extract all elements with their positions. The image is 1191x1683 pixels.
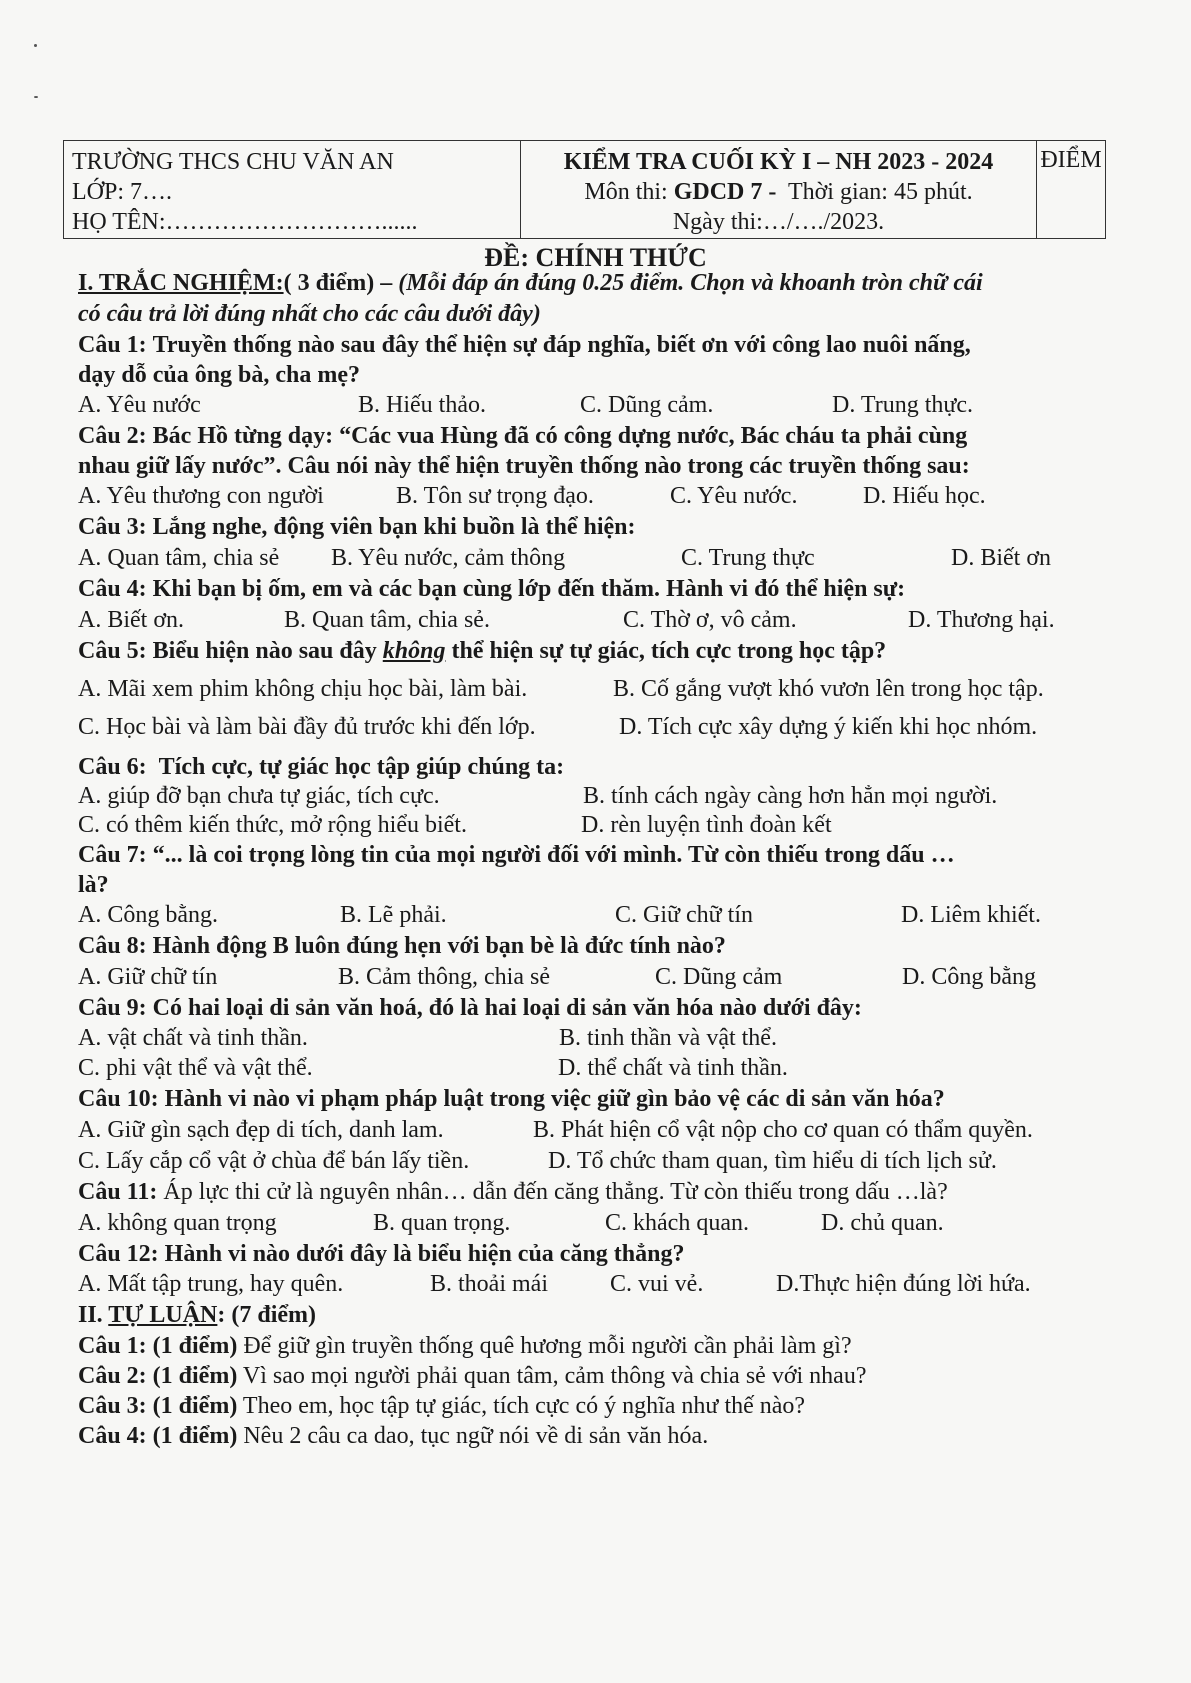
scan-speck: [34, 96, 38, 98]
question-2-cont: [78, 453, 970, 480]
question-label: Câu 9:: [78, 995, 147, 1021]
q7-option-b[interactable]: B. Lẽ phải.: [340, 902, 447, 928]
essay-question-4: [78, 1423, 708, 1450]
q8-option-d[interactable]: D. Công bằng: [902, 964, 1036, 990]
question-12: [78, 1241, 685, 1268]
q5-option-a[interactable]: A. Mãi xem phim không chịu học bài, làm bài.: [78, 676, 528, 702]
q8-option-c[interactable]: C. Dũng cảm: [655, 964, 783, 990]
q10-option-a[interactable]: A. Giữ gìn sạch đẹp di tích, danh lam.: [78, 1117, 444, 1143]
part1-heading-line: [78, 270, 983, 297]
exam-info-cell: [521, 141, 1037, 239]
question-text: Lắng nghe, động viên bạn khi buồn là thể hiện:: [152, 514, 636, 540]
exam-header-table: [63, 140, 1106, 239]
part2-title: TỰ LUẬN: [108, 1302, 218, 1328]
q11-option-b[interactable]: B. quan trọng.: [373, 1210, 511, 1236]
question-label: Câu 8:: [78, 933, 147, 959]
part2-heading: [78, 1302, 316, 1329]
question-text: nhau giữ lấy nước”. Câu nói này thể hiện truyền thống nào trong các truyền thống sau:: [78, 453, 970, 479]
question-text: thể hiện sự tự giác, tích cực trong học tập?: [451, 638, 887, 664]
question-text: Hành vi nào vi phạm pháp luật trong việc giữ gìn bảo vệ các di sản văn hóa?: [164, 1086, 945, 1112]
subject-label: Môn thi:: [584, 179, 668, 205]
essay-label: Câu 1: (1 điểm): [78, 1333, 238, 1359]
q6-option-b[interactable]: B. tính cách ngày càng hơn hẳn mọi người.: [583, 783, 998, 809]
student-name-field: HỌ TÊN:………………………......: [72, 209, 418, 235]
q1-option-b[interactable]: B. Hiếu thảo.: [358, 392, 486, 418]
scan-speck: [34, 44, 37, 47]
essay-text: Vì sao mọi người phải quan tâm, cảm thông và chia sẻ với nhau?: [242, 1363, 867, 1389]
q2-option-c[interactable]: C. Yêu nước.: [670, 483, 798, 509]
q8-option-b[interactable]: B. Cảm thông, chia sẻ: [338, 964, 550, 990]
score-label: ĐIỂM: [1040, 147, 1102, 173]
essay-text: Để giữ gìn truyền thống quê hương mỗi người cần phải làm gì?: [243, 1333, 852, 1359]
essay-text: Theo em, học tập tự giác, tích cực có ý nghĩa như thế nào?: [242, 1393, 806, 1419]
q2-option-b[interactable]: B. Tôn sư trọng đạo.: [396, 483, 594, 509]
question-label: Câu 4:: [78, 576, 147, 602]
question-text: là?: [78, 872, 109, 898]
class-field: LỚP: 7….: [72, 179, 173, 205]
essay-label: Câu 2: (1 điểm): [78, 1363, 238, 1389]
q1-option-a[interactable]: A. Yêu nước: [78, 392, 201, 418]
question-text: Hành vi nào dưới đây là biểu hiện của căng thẳng?: [164, 1241, 685, 1267]
q3-option-a[interactable]: A. Quan tâm, chia sẻ: [78, 545, 280, 571]
q1-option-d[interactable]: D. Trung thực.: [832, 392, 974, 418]
question-label: Câu 6:: [78, 754, 147, 780]
q11-option-d[interactable]: D. chủ quan.: [821, 1210, 944, 1236]
question-7: [78, 842, 955, 869]
question-3: [78, 514, 636, 541]
part1-instruction-cont: có câu trả lời đúng nhất cho các câu dưới đây): [78, 301, 541, 327]
q8-option-a[interactable]: A. Giữ chữ tín: [78, 964, 218, 990]
question-1: [78, 332, 971, 359]
part1-heading: I. TRẮC NGHIỆM:: [78, 270, 284, 296]
part1-points: ( 3 điểm) –: [283, 270, 393, 296]
subject-line: [521, 177, 1036, 207]
question-label: Câu 5:: [78, 638, 147, 664]
question-text: “... là coi trọng lòng tin của mọi người đối với mình. Từ còn thiếu trong dấu …: [152, 842, 955, 868]
q10-option-c[interactable]: C. Lấy cắp cổ vật ở chùa để bán lấy tiền.: [78, 1148, 470, 1174]
q10-option-b[interactable]: B. Phát hiện cổ vật nộp cho cơ quan có thẩm quyền.: [533, 1117, 1033, 1143]
q4-option-c[interactable]: C. Thờ ơ, vô cảm.: [623, 607, 797, 633]
q7-option-c[interactable]: C. Giữ chữ tín: [615, 902, 754, 928]
q10-option-d[interactable]: D. Tổ chức tham quan, tìm hiểu di tích lịch sử.: [548, 1148, 997, 1174]
essay-question-3: [78, 1393, 805, 1420]
essay-label: Câu 4: (1 điểm): [78, 1423, 238, 1449]
q4-option-b[interactable]: B. Quan tâm, chia sẻ.: [284, 607, 490, 633]
q12-option-d[interactable]: D.Thực hiện đúng lời hứa.: [776, 1271, 1031, 1297]
essay-text: Nêu 2 câu ca dao, tục ngữ nói về di sản văn hóa.: [243, 1423, 709, 1449]
question-7-cont: [78, 872, 109, 899]
q1-option-c[interactable]: C. Dũng cảm.: [580, 392, 714, 418]
q6-option-d[interactable]: D. rèn luyện tình đoàn kết: [581, 812, 832, 838]
q5-option-d[interactable]: D. Tích cực xây dựng ý kiến khi học nhóm.: [619, 714, 1038, 740]
question-emphasis: không: [382, 638, 446, 664]
q2-option-a[interactable]: A. Yêu thương con người: [78, 483, 324, 509]
question-label: Câu 7:: [78, 842, 147, 868]
part1-instruction: (Mỗi đáp án đúng 0.25 điểm. Chọn và khoanh tròn chữ cái: [398, 270, 983, 296]
question-4: [78, 576, 905, 603]
q12-option-a[interactable]: A. Mất tập trung, hay quên.: [78, 1271, 344, 1297]
question-label: Câu 10:: [78, 1086, 159, 1112]
question-text: dạy dỗ của ông bà, cha mẹ?: [78, 362, 361, 388]
question-text: Hành động B luôn đúng hẹn với bạn bè là đức tính nào?: [152, 933, 726, 959]
q5-option-b[interactable]: B. Cố gắng vượt khó vươn lên trong học tập.: [613, 676, 1044, 702]
q2-option-d[interactable]: D. Hiếu học.: [863, 483, 986, 509]
q9-option-a[interactable]: A. vật chất và tinh thần.: [78, 1025, 308, 1051]
q6-option-c[interactable]: C. có thêm kiến thức, mở rộng hiểu biết.: [78, 812, 467, 838]
question-9: [78, 995, 862, 1022]
question-2: [78, 423, 967, 450]
school-name: TRƯỜNG THCS CHU VĂN AN: [72, 149, 394, 175]
essay-label: Câu 3: (1 điểm): [78, 1393, 238, 1419]
q7-option-a[interactable]: A. Công bằng.: [78, 902, 218, 928]
q11-option-a[interactable]: A. không quan trọng: [78, 1210, 277, 1236]
question-text: Khi bạn bị ốm, em và các bạn cùng lớp đến thăm. Hành vi đó thể hiện sự:: [152, 576, 906, 602]
part2-number: II.: [78, 1302, 103, 1328]
q3-option-d[interactable]: D. Biết ơn: [951, 545, 1052, 571]
q3-option-b[interactable]: B. Yêu nước, cảm thông: [331, 545, 566, 571]
question-8: [78, 933, 726, 960]
q7-option-d[interactable]: D. Liêm khiết.: [901, 902, 1041, 928]
question-text: Biểu hiện nào sau đây: [152, 638, 377, 664]
q3-option-c[interactable]: C. Trung thực: [681, 545, 815, 571]
question-label: Câu 11:: [78, 1179, 158, 1205]
question-label: Câu 1:: [78, 332, 147, 358]
question-label: Câu 3:: [78, 514, 147, 540]
q9-option-c[interactable]: C. phi vật thể và vật thể.: [78, 1055, 313, 1081]
q9-option-d[interactable]: D. thể chất và tinh thần.: [558, 1055, 788, 1081]
question-text: Áp lực thi cử là nguyên nhân… dẫn đến căng thẳng. Từ còn thiếu trong dấu …là?: [163, 1179, 948, 1205]
q4-option-d[interactable]: D. Thương hại.: [908, 607, 1055, 633]
exam-duration: Thời gian: 45 phút.: [787, 179, 973, 205]
essay-question-1: [78, 1333, 852, 1360]
q4-option-a[interactable]: A. Biết ơn.: [78, 607, 185, 633]
q9-option-b[interactable]: B. tinh thần và vật thể.: [559, 1025, 777, 1051]
q12-option-c[interactable]: C. vui vẻ.: [610, 1271, 704, 1297]
q11-option-c[interactable]: C. khách quan.: [605, 1210, 749, 1236]
question-label: Câu 12:: [78, 1241, 159, 1267]
student-info-cell: [64, 141, 521, 239]
question-text: Truyền thống nào sau đây thể hiện sự đáp nghĩa, biết ơn với công lao nuôi nấng,: [152, 332, 971, 358]
question-11: [78, 1179, 948, 1206]
q12-option-b[interactable]: B. thoải mái: [430, 1271, 548, 1297]
question-6: [78, 754, 564, 781]
exam-date: Ngày thi:…/…./2023.: [672, 209, 885, 235]
q5-option-c[interactable]: C. Học bài và làm bài đầy đủ trước khi đến lớp.: [78, 714, 536, 740]
score-cell: [1037, 141, 1106, 239]
part1-instruction-line2: [78, 301, 541, 328]
doc-title: ĐỀ: CHÍNH THỨC: [484, 243, 707, 272]
subject-value: GDCD 7 -: [673, 179, 777, 205]
question-text: Bác Hồ từng dạy: “Các vua Hùng đã có công dựng nước, Bác cháu ta phải cùng: [152, 423, 968, 449]
question-text: Có hai loại di sản văn hoá, đó là hai loại di sản văn hóa nào dưới đây:: [152, 995, 862, 1021]
part2-points: : (7 điểm): [217, 1302, 317, 1328]
exam-title: KIỂM TRA CUỐI KỲ I – NH 2023 - 2024: [563, 149, 994, 175]
question-10: [78, 1086, 945, 1113]
question-1-cont: [78, 362, 360, 389]
question-5: [78, 638, 886, 665]
question-label: Câu 2:: [78, 423, 147, 449]
essay-question-2: [78, 1363, 866, 1390]
q6-option-a[interactable]: A. giúp đỡ bạn chưa tự giác, tích cực.: [78, 783, 440, 809]
question-text: Tích cực, tự giác học tập giúp chúng ta:: [158, 754, 565, 780]
